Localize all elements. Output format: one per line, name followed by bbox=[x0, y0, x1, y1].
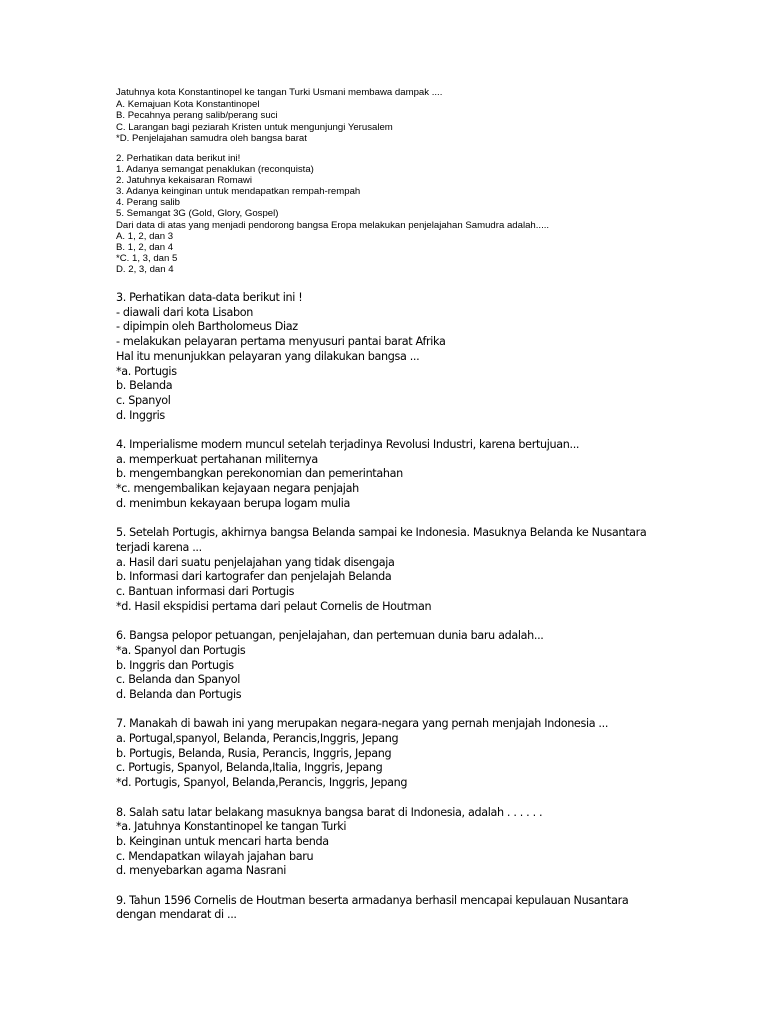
text-line: 3. Adanya keinginan untuk mendapatkan rempah-rempah bbox=[116, 186, 361, 198]
text-line: c. Spanyol bbox=[116, 393, 171, 407]
text-line: b. Keinginan untuk mencari harta benda bbox=[116, 834, 329, 848]
text-line: *a. Portugis bbox=[116, 364, 177, 378]
text-line: Hal itu menunjukkan pelayaran yang dilakukan bangsa ... bbox=[116, 349, 420, 363]
question-1 bbox=[116, 87, 442, 145]
questions-large bbox=[116, 291, 646, 938]
text-line: 2. Perhatikan data berikut ini! bbox=[116, 153, 241, 164]
text-line: D. 2, 3, dan 4 bbox=[116, 263, 174, 275]
text-line: *a. Spanyol dan Portugis bbox=[116, 643, 246, 657]
text-line: *d. Portugis, Spanyol, Belanda,Perancis, Inggris, Jepang bbox=[116, 776, 408, 790]
text-line: c. Portugis, Spanyol, Belanda,Italia, Inggris, Jepang bbox=[116, 761, 383, 775]
text-line: c. Belanda dan Spanyol bbox=[116, 673, 241, 687]
text-line: b. Belanda bbox=[116, 379, 173, 393]
text-line: c. Mendapatkan wilayah jajahan baru bbox=[116, 849, 314, 863]
text-line: a. memperkuat pertahanan militernya bbox=[116, 452, 318, 466]
text-line: *D. Penjelajahan samudra oleh bangsa barat bbox=[116, 133, 307, 145]
text-line: 8. Salah satu latar belakang masuknya bangsa barat di Indonesia, adalah . . . . . . bbox=[116, 805, 543, 819]
question-9 bbox=[116, 894, 646, 923]
question-3 bbox=[116, 291, 646, 423]
text-line: *d. Hasil ekspidisi pertama dari pelaut Cornelis de Houtman bbox=[116, 599, 432, 613]
question-4 bbox=[116, 438, 646, 512]
text-line: b. mengembangkan perekonomian dan pemerintahan bbox=[116, 467, 403, 481]
text-line: - diawali dari kota Lisabon bbox=[116, 305, 253, 319]
text-line: 6. Bangsa pelopor petuangan, penjelajahan, dan pertemuan dunia baru adalah... bbox=[116, 629, 544, 643]
text-line: *c. mengembalikan kejayaan negara penjajah bbox=[116, 482, 359, 496]
text-line: 4. Imperialisme modern muncul setelah terjadinya Revolusi Industri, karena bertujuan... bbox=[116, 438, 580, 452]
text-line: 7. Manakah di bawah ini yang merupakan negara-negara yang pernah menjajah Indonesia ... bbox=[116, 717, 609, 731]
text-line: 4. Perang salib bbox=[116, 197, 180, 209]
text-line: b. Portugis, Belanda, Rusia, Perancis, Inggris, Jepang bbox=[116, 746, 392, 760]
text-line: - melakukan pelayaran pertama menyusuri pantai barat Afrika bbox=[116, 335, 446, 349]
question-5 bbox=[116, 526, 646, 614]
text-line: a. Portugal,spanyol, Belanda, Perancis,Inggris, Jepang bbox=[116, 732, 399, 746]
text-line: 5. Setelah Portugis, akhirnya bangsa Belanda sampai ke Indonesia. Masuknya Belanda ke Nusantara bbox=[116, 526, 647, 540]
text-line: 5. Semangat 3G (Gold, Glory, Gospel) bbox=[116, 208, 279, 220]
text-line: A. 1, 2, dan 3 bbox=[116, 230, 174, 242]
text-line: B. Pecahnya perang salib/perang suci bbox=[116, 110, 278, 122]
text-line: C. Larangan bagi peziarah Kristen untuk mengunjungi Yerusalem bbox=[116, 121, 393, 133]
text-line: c. Bantuan informasi dari Portugis bbox=[116, 585, 295, 599]
text-line: d. Inggris bbox=[116, 408, 165, 422]
text-line: terjadi karena ... bbox=[116, 540, 202, 554]
text-line: b. Inggris dan Portugis bbox=[116, 658, 234, 672]
text-line: 2. Jatuhnya kekaisaran Romawi bbox=[116, 175, 252, 187]
text-line: d. menyebarkan agama Nasrani bbox=[116, 864, 286, 878]
text-line: dengan mendarat di ... bbox=[116, 908, 237, 922]
text-line: Dari data di atas yang menjadi pendorong bangsa Eropa melakukan penjelajahan Samudra adalah..... bbox=[116, 219, 550, 231]
text-line: 1. Adanya semangat penaklukan (reconquista) bbox=[116, 164, 314, 176]
text-line: - dipimpin oleh Bartholomeus Diaz bbox=[116, 320, 298, 334]
text-line: b. Informasi dari kartografer dan penjelajah Belanda bbox=[116, 570, 392, 584]
question-6 bbox=[116, 629, 646, 703]
question-8 bbox=[116, 806, 646, 880]
text-line: *a. Jatuhnya Konstantinopel ke tangan Turki bbox=[116, 820, 347, 834]
text-line: 9. Tahun 1596 Cornelis de Houtman beserta armadanya berhasil mencapai kepulauan Nusantara bbox=[116, 893, 629, 907]
text-line: Jatuhnya kota Konstantinopel ke tangan Turki Usmani membawa dampak .... bbox=[116, 87, 443, 98]
text-line: d. menimbun kekayaan berupa logam mulia bbox=[116, 496, 350, 510]
text-line: 3. Perhatikan data-data berikut ini ! bbox=[116, 291, 303, 304]
text-line: A. Kemajuan Kota Konstantinopel bbox=[116, 98, 260, 110]
text-line: d. Belanda dan Portugis bbox=[116, 687, 242, 701]
question-7 bbox=[116, 717, 646, 791]
text-line: *C. 1, 3, dan 5 bbox=[116, 252, 178, 264]
question-2 bbox=[116, 153, 549, 275]
text-line: B. 1, 2, dan 4 bbox=[116, 241, 174, 253]
text-line: a. Hasil dari suatu penjelajahan yang tidak disengaja bbox=[116, 555, 395, 569]
